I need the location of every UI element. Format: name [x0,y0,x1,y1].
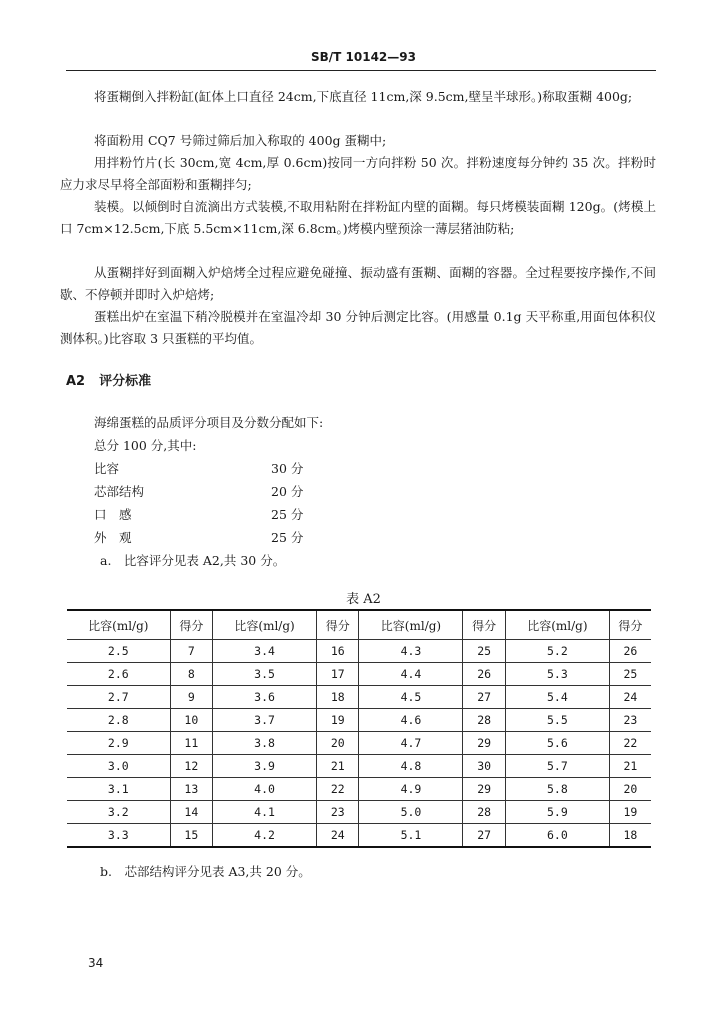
table-row [67,663,651,686]
table-row [67,686,651,709]
cell-specific-volume: 4.7 [359,732,463,755]
cell-specific-volume: 5.2 [505,640,609,663]
cell-score: 29 [463,732,505,755]
col-header-score: 得分 [609,610,651,640]
cell-specific-volume: 3.6 [213,686,317,709]
paragraph-fill-mold: 装模。以倾倒时自流滴出方式装模,不取用粘附在拌粉缸内壁的面糊。每只烤模装面糊 120g。(烤模上口 7cm×12.5cm,下底 5.5cm×11cm,深 6.8cm。)烤模内壁预涂一薄层猪油防粘; [60,199,656,236]
cell-score: 18 [609,824,651,848]
cell-score: 26 [609,640,651,663]
cell-score: 22 [317,778,359,801]
cell-specific-volume: 2.5 [67,640,170,663]
cell-score: 15 [170,824,212,848]
col-header-specific-volume: 比容(ml/g) [505,610,609,640]
criteria-item-score: 25 分 [271,507,304,522]
cell-specific-volume: 2.6 [67,663,170,686]
cell-specific-volume: 4.4 [359,663,463,686]
cell-specific-volume: 3.9 [213,755,317,778]
cell-score: 14 [170,801,212,824]
cell-score: 20 [609,778,651,801]
cell-specific-volume: 4.3 [359,640,463,663]
cell-score: 23 [609,709,651,732]
cell-score: 20 [317,732,359,755]
section-heading [66,370,151,389]
table-row [67,824,651,848]
cell-specific-volume: 5.9 [505,801,609,824]
cell-score: 22 [609,732,651,755]
cell-specific-volume: 4.9 [359,778,463,801]
cell-score: 11 [170,732,212,755]
cell-score: 25 [463,640,505,663]
cell-score: 18 [317,686,359,709]
cell-specific-volume: 5.1 [359,824,463,848]
cell-specific-volume: 3.3 [67,824,170,848]
cell-specific-volume: 5.0 [359,801,463,824]
criteria-item-score: 30 分 [271,461,304,476]
cell-score: 16 [317,640,359,663]
cell-score: 19 [609,801,651,824]
cell-specific-volume: 5.4 [505,686,609,709]
table-row [67,640,651,663]
table-header-row [67,610,651,640]
cell-score: 12 [170,755,212,778]
col-header-specific-volume: 比容(ml/g) [359,610,463,640]
cell-specific-volume: 6.0 [505,824,609,848]
cell-specific-volume: 3.4 [213,640,317,663]
cell-specific-volume: 2.8 [67,709,170,732]
cell-specific-volume: 5.8 [505,778,609,801]
page-number: 34 [88,956,104,970]
cell-score: 28 [463,709,505,732]
cell-score: 24 [609,686,651,709]
note-a: a. 比容评分见表 A2,共 30 分。 [100,553,286,568]
paragraph-egg-batter: 将蛋糊倒入拌粉缸(缸体上口直径 24cm,下底直径 11cm,深 9.5cm,壁呈半球形。)称取蛋糊 400g; [94,89,633,104]
cell-score: 21 [317,755,359,778]
cell-score: 28 [463,801,505,824]
paragraph-sift-flour: 将面粉用 CQ7 号筛过筛后加入称取的 400g 蛋糊中; [94,133,387,148]
cell-specific-volume: 4.6 [359,709,463,732]
cell-score: 26 [463,663,505,686]
standard-code-header: SB/T 10142—93 [311,50,416,64]
cell-score: 29 [463,778,505,801]
specific-volume-score-table [67,609,651,848]
table-row [67,709,651,732]
cell-specific-volume: 4.2 [213,824,317,848]
table-row [67,778,651,801]
cell-score: 9 [170,686,212,709]
criteria-item-score: 25 分 [271,530,304,545]
cell-specific-volume: 4.0 [213,778,317,801]
cell-specific-volume: 3.7 [213,709,317,732]
paragraph-avoid-vibration: 从蛋糊拌好到面糊入炉焙烤全过程应避免碰撞、振动盛有蛋糊、面糊的容器。全过程要按序操作,不间歇、不停顿并即时入炉焙烤; [60,265,656,302]
cell-score: 13 [170,778,212,801]
cell-specific-volume: 5.3 [505,663,609,686]
table-row [67,801,651,824]
cell-score: 17 [317,663,359,686]
cell-specific-volume: 3.5 [213,663,317,686]
cell-score: 21 [609,755,651,778]
cell-specific-volume: 5.7 [505,755,609,778]
col-header-score: 得分 [170,610,212,640]
cell-specific-volume: 4.8 [359,755,463,778]
criteria-item-score: 20 分 [271,484,304,499]
cell-score: 8 [170,663,212,686]
cell-score: 30 [463,755,505,778]
table-row [67,755,651,778]
paragraph-mix-flour: 用拌粉竹片(长 30cm,宽 4cm,厚 0.6cm)按同一方向拌粉 50 次。拌粉速度每分钟约 35 次。拌粉时应力求尽早将全部面粉和蛋糊拌匀; [60,155,656,192]
cell-specific-volume: 3.0 [67,755,170,778]
cell-score: 19 [317,709,359,732]
table-row [67,732,651,755]
cell-specific-volume: 4.5 [359,686,463,709]
header-rule [66,70,656,71]
criteria-item-name: 外 观 [94,530,132,545]
cell-specific-volume: 3.1 [67,778,170,801]
criteria-total: 总分 100 分,其中: [94,438,197,453]
cell-specific-volume: 4.1 [213,801,317,824]
cell-specific-volume: 2.9 [67,732,170,755]
table-caption: 表 A2 [346,592,381,607]
criteria-item-name: 比容 [94,461,120,476]
cell-score: 10 [170,709,212,732]
cell-score: 27 [463,824,505,848]
col-header-specific-volume: 比容(ml/g) [67,610,170,640]
criteria-intro: 海绵蛋糕的品质评分项目及分数分配如下: [94,415,324,430]
col-header-specific-volume: 比容(ml/g) [213,610,317,640]
cell-specific-volume: 5.6 [505,732,609,755]
cell-score: 25 [609,663,651,686]
cell-specific-volume: 5.5 [505,709,609,732]
cell-score: 7 [170,640,212,663]
cell-score: 23 [317,801,359,824]
cell-score: 27 [463,686,505,709]
section-title: 评分标准 [99,374,152,389]
criteria-item-name: 芯部结构 [94,484,145,499]
section-number: A2 [66,374,86,389]
note-b: b. 芯部结构评分见表 A3,共 20 分。 [100,864,311,879]
criteria-item-name: 口 感 [94,507,132,522]
col-header-score: 得分 [463,610,505,640]
paragraph-measure-volume: 蛋糕出炉在室温下稍冷脱模并在室温冷却 30 分钟后测定比容。(用感量 0.1g 天平称重,用面包体积仪测体积。)比容取 3 只蛋糕的平均值。 [60,309,656,346]
cell-specific-volume: 3.2 [67,801,170,824]
cell-score: 24 [317,824,359,848]
cell-specific-volume: 3.8 [213,732,317,755]
cell-specific-volume: 2.7 [67,686,170,709]
col-header-score: 得分 [317,610,359,640]
